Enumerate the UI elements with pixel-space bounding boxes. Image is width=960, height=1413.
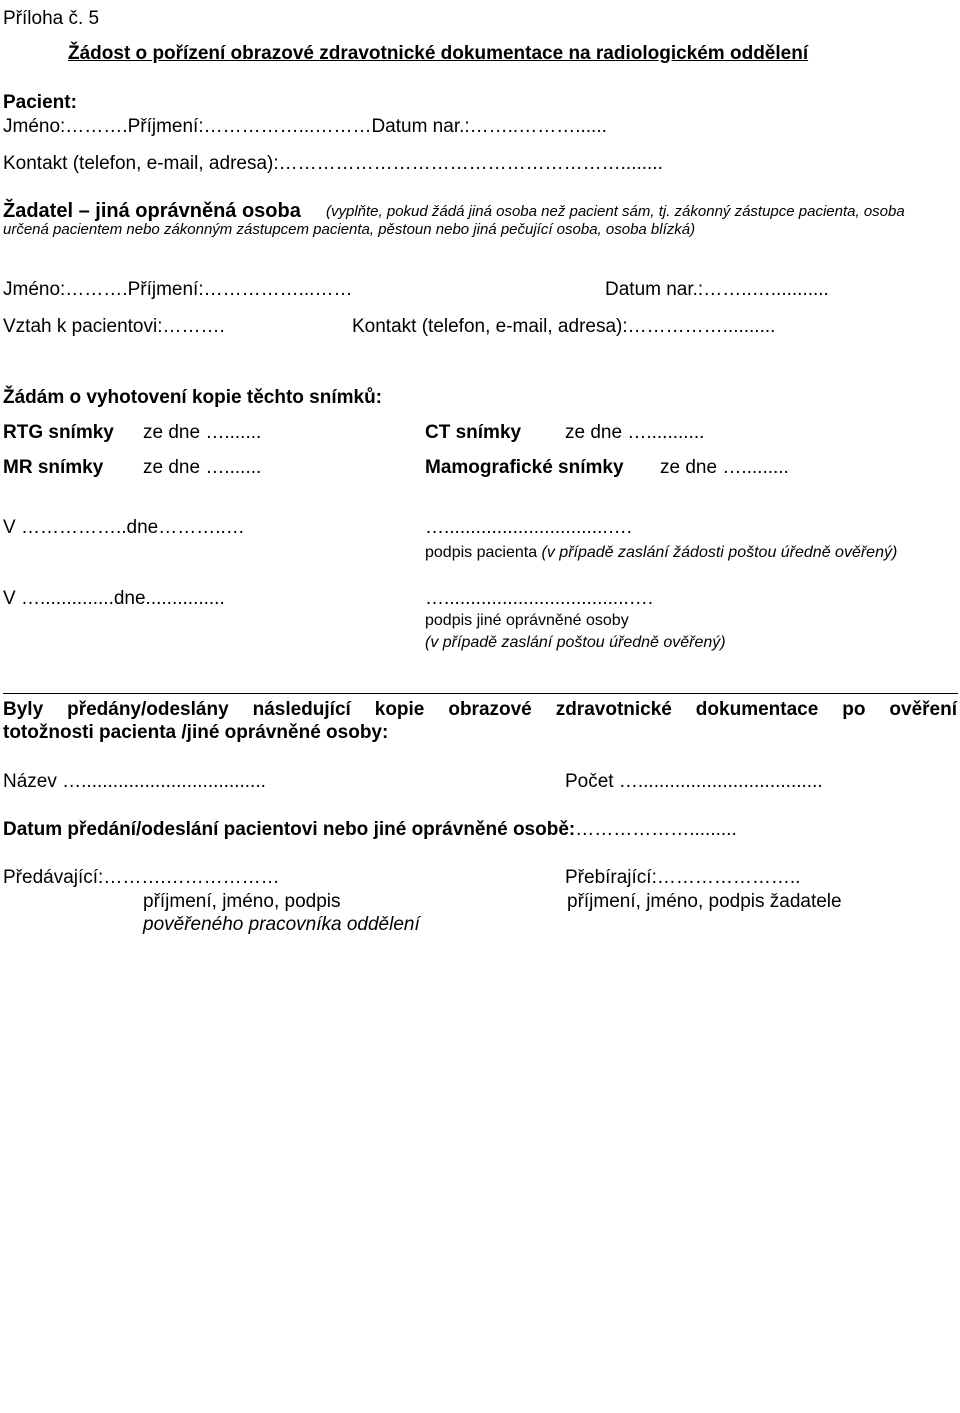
handover-count-field[interactable]: Počet …...................................	[565, 771, 823, 792]
mr-date[interactable]: ze dne ….......	[143, 457, 262, 478]
mamo-date[interactable]: ze dne ….........	[660, 457, 789, 478]
page-title: Žádost o pořízení obrazové zdravotnické dokumentace na radiologickém oddělení	[68, 43, 809, 64]
applicant-note-line2: určená pacientem nebo zákonným zástupcem pacienta, pěstoun nebo jiná pečující osoba, osoba blízká)	[3, 221, 696, 238]
handover-date-dots: ……………….........	[575, 819, 737, 840]
other-signature-caption-note: (v případě zaslání poštou úředně ověřený)	[425, 634, 726, 651]
patient-place-date[interactable]: V ……………..dne………..…	[3, 517, 245, 538]
giver-caption-role: pověřeného pracovníka oddělení	[143, 914, 420, 935]
patient-signature-line[interactable]: …...............................….	[425, 517, 632, 538]
patient-signature-caption-note: (v případě zaslání žádosti poštou úředně ověřený)	[541, 544, 898, 561]
giver-field[interactable]: Předávající:……….………………	[3, 867, 280, 888]
applicant-note-line1: (vyplňte, pokud žádá jiná osoba než pacient sám, tj. zákonný zástupce pacienta, osoba	[326, 203, 905, 220]
mr-label: MR snímky	[3, 457, 104, 478]
applicant-dob[interactable]: Datum nar.:……..…...........	[605, 279, 829, 300]
handover-heading-line2: totožnosti pacienta /jiné oprávněné osoby:	[3, 722, 389, 743]
patient-contact-line[interactable]: Kontakt (telefon, e-mail, adresa):………………………………………………........	[3, 153, 663, 174]
patient-signature-caption	[425, 543, 897, 562]
other-place-date[interactable]: V …..............dne...............	[3, 588, 225, 609]
handover-heading-line1: Byly předány/odeslány následující kopie obrazové zdravotnické dokumentace po ověření	[3, 699, 957, 720]
giver-caption: příjmení, jméno, podpis	[143, 891, 341, 912]
applicant-heading: Žadatel – jiná oprávněná osoba	[3, 200, 301, 222]
request-heading: Žádám o vyhotovení kopie těchto snímků:	[3, 387, 383, 408]
annex-label: Příloha č. 5	[3, 8, 100, 29]
handover-date-field[interactable]	[3, 819, 737, 841]
other-signature-caption: podpis jiné oprávněné osoby	[425, 612, 629, 629]
applicant-name-line[interactable]: Jméno:……….Příjmení:……………...……	[3, 279, 353, 300]
patient-heading: Pacient:	[3, 92, 77, 113]
rtg-label: RTG snímky	[3, 422, 114, 443]
ct-label: CT snímky	[425, 422, 522, 443]
patient-name-line[interactable]: Jméno:……….Příjmení:……………...………Datum nar.:……..………......	[3, 116, 607, 137]
ct-date[interactable]: ze dne …...........	[565, 422, 705, 443]
applicant-contact[interactable]: Kontakt (telefon, e-mail, adresa):……………..........	[352, 316, 776, 337]
handover-date-label: Datum předání/odeslání pacientovi nebo jiné oprávněné osobě:	[3, 819, 576, 840]
handover-name-field[interactable]: Název …...................................	[3, 771, 266, 792]
receiver-field[interactable]: Přebírající:…………………..	[565, 867, 801, 888]
patient-signature-caption-text: podpis pacienta	[425, 544, 542, 561]
section-divider	[3, 693, 958, 694]
applicant-relation[interactable]: Vztah k pacientovi:……….	[3, 316, 225, 337]
rtg-date[interactable]: ze dne ….......	[143, 422, 262, 443]
receiver-caption: příjmení, jméno, podpis žadatele	[567, 891, 842, 912]
other-signature-line[interactable]: …...................................….	[425, 588, 654, 609]
mamo-label: Mamografické snímky	[425, 457, 624, 478]
